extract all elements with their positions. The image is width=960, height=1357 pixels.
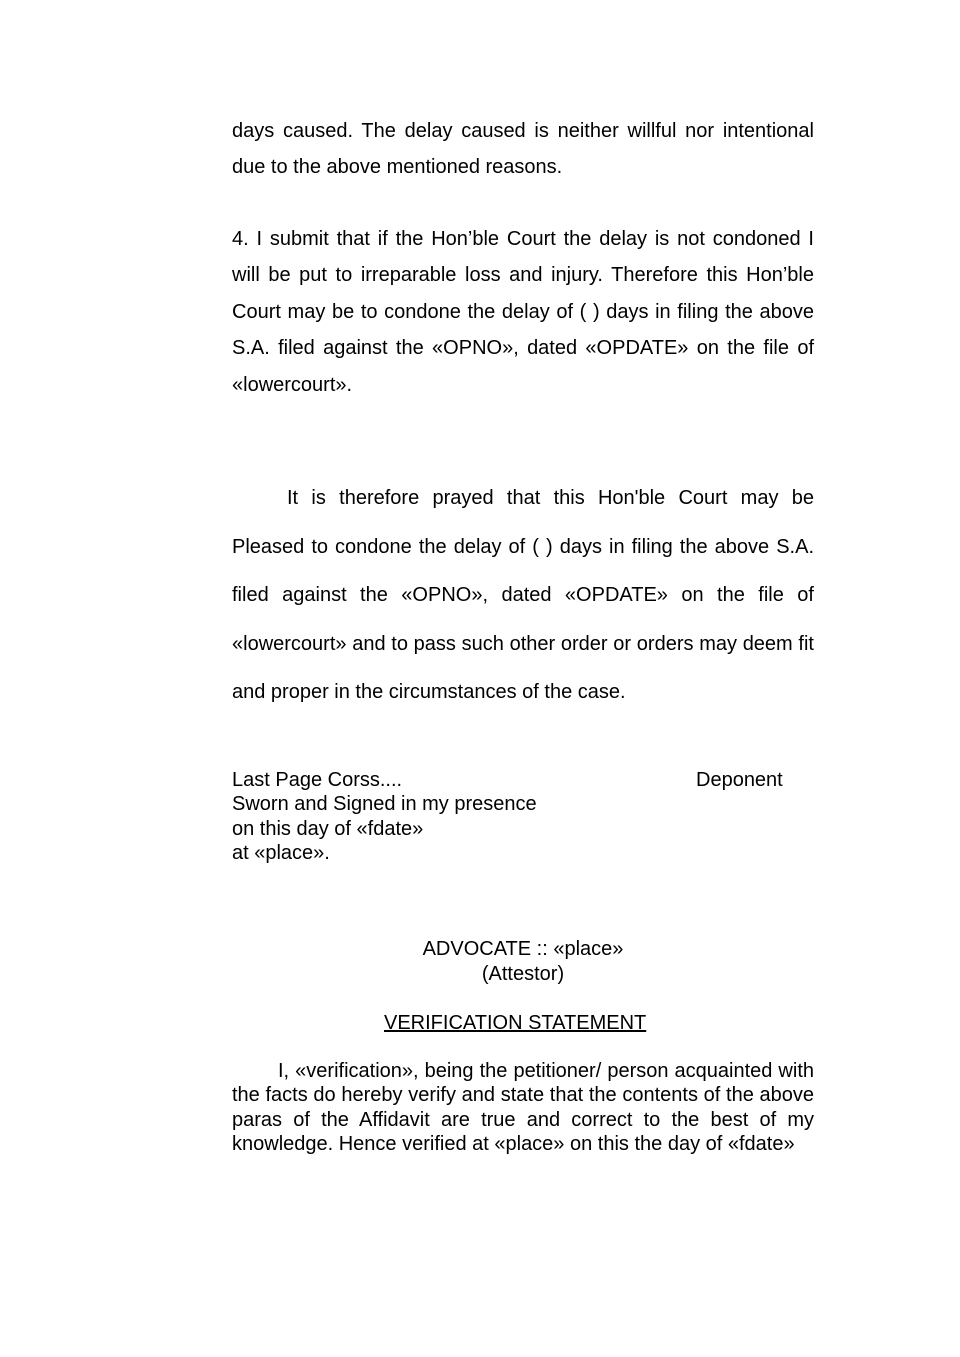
attestor-block — [232, 937, 814, 986]
advocate-label: ADVOCATE :: «place» — [422, 938, 624, 960]
on-day-label: on this day of «fdate» — [232, 817, 424, 840]
paragraph-continued — [232, 113, 814, 185]
at-place-label: at «place». — [232, 841, 330, 864]
prayer-paragraph — [232, 474, 814, 717]
last-page-label: Last Page Corss.... — [232, 769, 403, 791]
paragraph-continued-text: days caused. The delay caused is neither willful nor intentional due to the above mentioned reasons. — [232, 120, 814, 178]
verification-text: I, «verification», being the petitioner/ person acquainted with the facts do hereby verify and state that the contents of the above paras of the Affidavit are true and correct to the best of my knowledge. Hence verified at «place» on this the day of «fdate» — [232, 1060, 814, 1155]
verification-paragraph — [232, 1059, 814, 1156]
attestor-role-label: (Attestor) — [481, 962, 565, 985]
paragraph-4-text: 4. I submit that if the Hon’ble Court the delay is not condoned I will be put to irreparable loss and injury. Therefore this Hon’ble Court may be to condone the delay of ( ) days in filing the above S.A. filed against the «OPNO», dated «OPDATE» on the file of «lowercourt». — [232, 228, 814, 396]
deponent-label: Deponent — [696, 769, 783, 791]
sworn-label: Sworn and Signed in my presence — [232, 793, 537, 816]
verification-heading: VERIFICATION STATEMENT — [384, 1012, 647, 1034]
prayer-text: It is therefore prayed that this Hon'ble Court may be Pleased to condone the delay of ( ) days in filing the above S.A. filed against the «OPNO», dated «OPDATE» on the file of «lowercourt» and to pass such other order or orders may deem fit and proper in the circumstances of the case. — [232, 487, 814, 703]
document-page — [232, 0, 814, 1357]
paragraph-4 — [232, 221, 814, 403]
